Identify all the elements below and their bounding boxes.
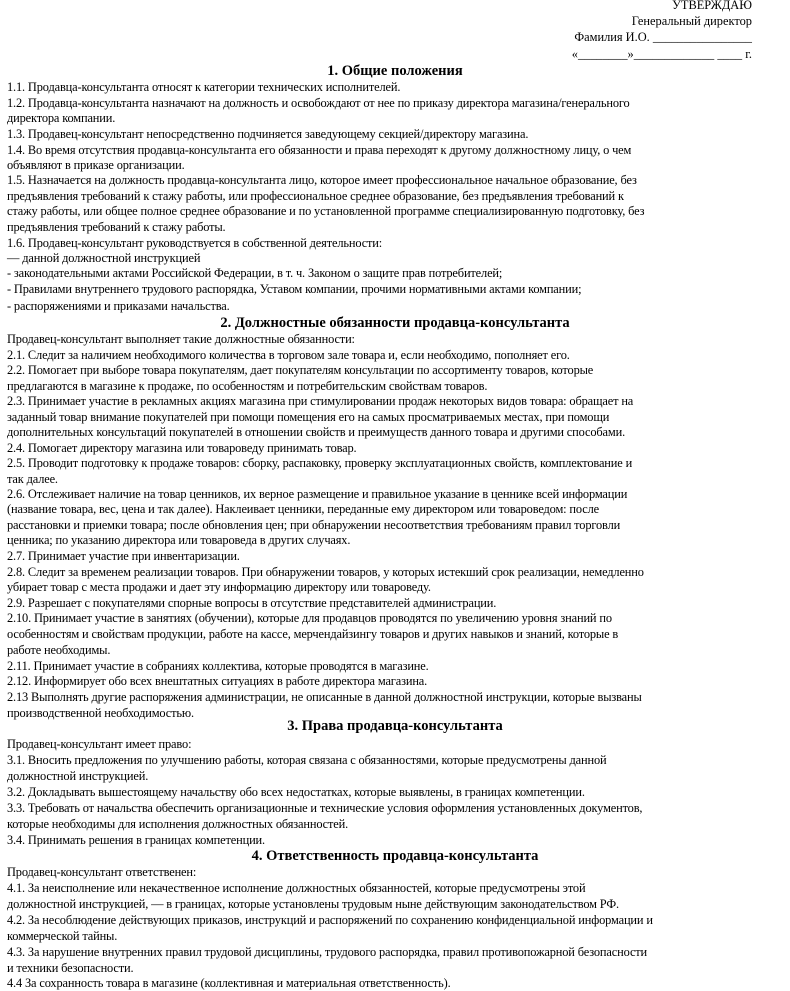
text-line: 2.4. Помогает директору магазина или товароведу принимать товар. — [7, 441, 357, 455]
text-line: - законодательными актами Российской Федерации, в т. ч. Законом о защите прав потребителей; — [7, 266, 503, 280]
text-line: должностной инструкцией. — [7, 769, 149, 783]
text-line: коммерческой тайны. — [7, 929, 118, 943]
text-line: 2.10. Принимает участие в занятиях (обучении), которые для продавцов проводятся по увеличению уровня знаний по — [7, 611, 612, 625]
section-heading: 1. Общие положения — [327, 63, 463, 79]
section-heading: 2. Должностные обязанности продавца-консультанта — [220, 315, 570, 331]
text-line: 3.3. Требовать от начальства обеспечить организационные и технические условия оформления установленных документов, — [7, 801, 643, 815]
text-line: предъявления требований к стажу работы, или профессиональное среднее образование, без предъявления требований к — [7, 189, 624, 203]
text-line: расстановки и приемки товара; после обновления цен; при обнаружении несоответствия требованиям правил торговли — [7, 518, 621, 532]
text-line: (название товара, вес, цена и так далее). Наклеивает ценники, переданные ему директором или товароведом: после — [7, 502, 599, 516]
text-line: дополнительных консультаций покупателей в отношении свойств и преимуществ данного товара и другими способами. — [7, 425, 626, 439]
approval-date-line: «________»_____________ ____ г. — [571, 47, 752, 61]
text-line: 2.6. Отслеживает наличие на товар ценников, их верное размещение и правильное указание в ценнике всей информации — [7, 487, 628, 501]
text-line: 3.1. Вносить предложения по улучшению работы, которая связана с обязанностями, которые предусмотрены данной — [7, 753, 607, 767]
text-line: 1.3. Продавец-консультант непосредственно подчиняется заведующему секцией/директору магазина. — [7, 127, 529, 141]
text-line: 2.2. Помогает при выборе товара покупателям, дает покупателям консультации по ассортименту товаров, которые — [7, 363, 594, 377]
text-line: 3.2. Докладывать вышестоящему начальству обо всех недостатках, которые выявлены, в границах компетенции. — [7, 785, 585, 799]
text-line: Продавец-консультант ответственен: — [7, 865, 197, 879]
text-line: 4.4 За сохранность товара в магазине (коллективная и материальная ответственность). — [7, 976, 451, 990]
text-line: — данной должностной инструкцией — [7, 251, 201, 265]
text-line: заданный товар внимание покупателей при помощи помещения его на самых просматриваемых местах, при помощи — [7, 410, 610, 424]
text-line: директора компании. — [7, 111, 116, 125]
text-line: 2.5. Проводит подготовку к продаже товаров: сборку, распаковку, проверку эксплуатационных свойств, комплектование и — [7, 456, 633, 470]
text-line: Продавец-консультант выполняет такие должностные обязанности: — [7, 332, 355, 346]
text-line: предъявления требований к стажу работы. — [7, 220, 226, 234]
text-line: работе необходимы. — [7, 643, 111, 657]
text-line: 2.12. Информирует обо всех внештатных ситуациях в работе директора магазина. — [7, 674, 428, 688]
text-line: 4.3. За нарушение внутренних правил трудовой дисциплины, трудового распорядка, правил противопожарной безопасности — [7, 945, 648, 959]
text-line: 2.3. Принимает участие в рекламных акциях магазина при стимулировании продаж некоторых видов товара: обращает на — [7, 394, 634, 408]
text-line: 1.6. Продавец-консультант руководствуется в собственной деятельности: — [7, 236, 383, 250]
text-line: стажу работы, или общее полное среднее образование и по установленной программе специализированную подготовку, без — [7, 204, 645, 218]
text-line: 2.11. Принимает участие в собраниях коллектива, которые проводятся в магазине. — [7, 659, 429, 673]
text-line: которые необходимы для исполнения должностных обязанностей. — [7, 817, 349, 831]
text-line: 3.4. Принимать решения в границах компетенции. — [7, 833, 265, 847]
text-line: - Правилами внутреннего трудового распорядка, Уставом компании, прочими нормативными актами компании; — [7, 282, 582, 296]
section-heading: 3. Права продавца-консультанта — [287, 718, 503, 734]
text-line: 1.5. Назначается на должность продавца-консультанта лицо, которое имеет профессиональное начальное образование, без — [7, 173, 637, 187]
text-line: убирает товар с места продажи и дает эту информацию директору или товароведу. — [7, 580, 431, 594]
text-line: особенностям и свойствам продукции, работе на кассе, мерчендайзингу товаров и других навыков и знаний, которые в — [7, 627, 619, 641]
text-line: ценника; по указанию директора или товароведа в других случаях. — [7, 533, 351, 547]
approval-name-line: Фамилия И.О. ________________ — [574, 30, 752, 44]
section-heading: 4. Ответственность продавца-консультанта — [251, 848, 539, 864]
text-line: и техники безопасности. — [7, 961, 134, 975]
text-line: производственной необходимостью. — [7, 706, 194, 720]
text-line: - распоряжениями и приказами начальства. — [7, 299, 230, 313]
text-line: 2.13 Выполнять другие распоряжения администрации, не описанные в данной должностной инструкции, которые вызваны — [7, 690, 642, 704]
text-line: объявляют в приказе организации. — [7, 158, 185, 172]
text-line: 4.2. За несоблюдение действующих приказов, инструкций и распоряжений по сохранению конфиденциальной информации и — [7, 913, 653, 927]
text-line: предлагаются в магазине к продаже, по особенностям и потребительским свойствам товаров. — [7, 379, 488, 393]
text-line: 4.1. За неисполнение или некачественное исполнение должностных обязанностей, которые предусмотрены этой — [7, 881, 586, 895]
text-line: 2.1. Следит за наличием необходимого количества в торговом зале товара и, если необходимо, пополняет его. — [7, 348, 570, 362]
text-line: 2.7. Принимает участие при инвентаризации. — [7, 549, 240, 563]
text-line: 1.4. Во время отсутствия продавца-консультанта его обязанности и права переходят к другому должностному лицу, о чем — [7, 143, 632, 157]
text-line: 2.8. Следит за временем реализации товаров. При обнаружении товаров, у которых истекший срок реализации, немедленно — [7, 565, 644, 579]
text-line: 1.1. Продавца-консультанта относят к категории технических исполнителей. — [7, 80, 401, 94]
approval-title: УТВЕРЖДАЮ — [672, 0, 752, 12]
approval-position: Генеральный директор — [631, 14, 752, 28]
text-line: 2.9. Разрешает с покупателями спорные вопросы в отсутствие представителей администрации. — [7, 596, 497, 610]
text-line: 1.2. Продавца-консультанта назначают на должность и освобождают от нее по приказу директора магазина/генерального — [7, 96, 630, 110]
text-line: так далее. — [7, 472, 58, 486]
text-line: должностной инструкцией, — в границах, которые установлены трудовым ныне действующим законодательством РФ. — [7, 897, 619, 911]
text-line: Продавец-консультант имеет право: — [7, 737, 192, 751]
